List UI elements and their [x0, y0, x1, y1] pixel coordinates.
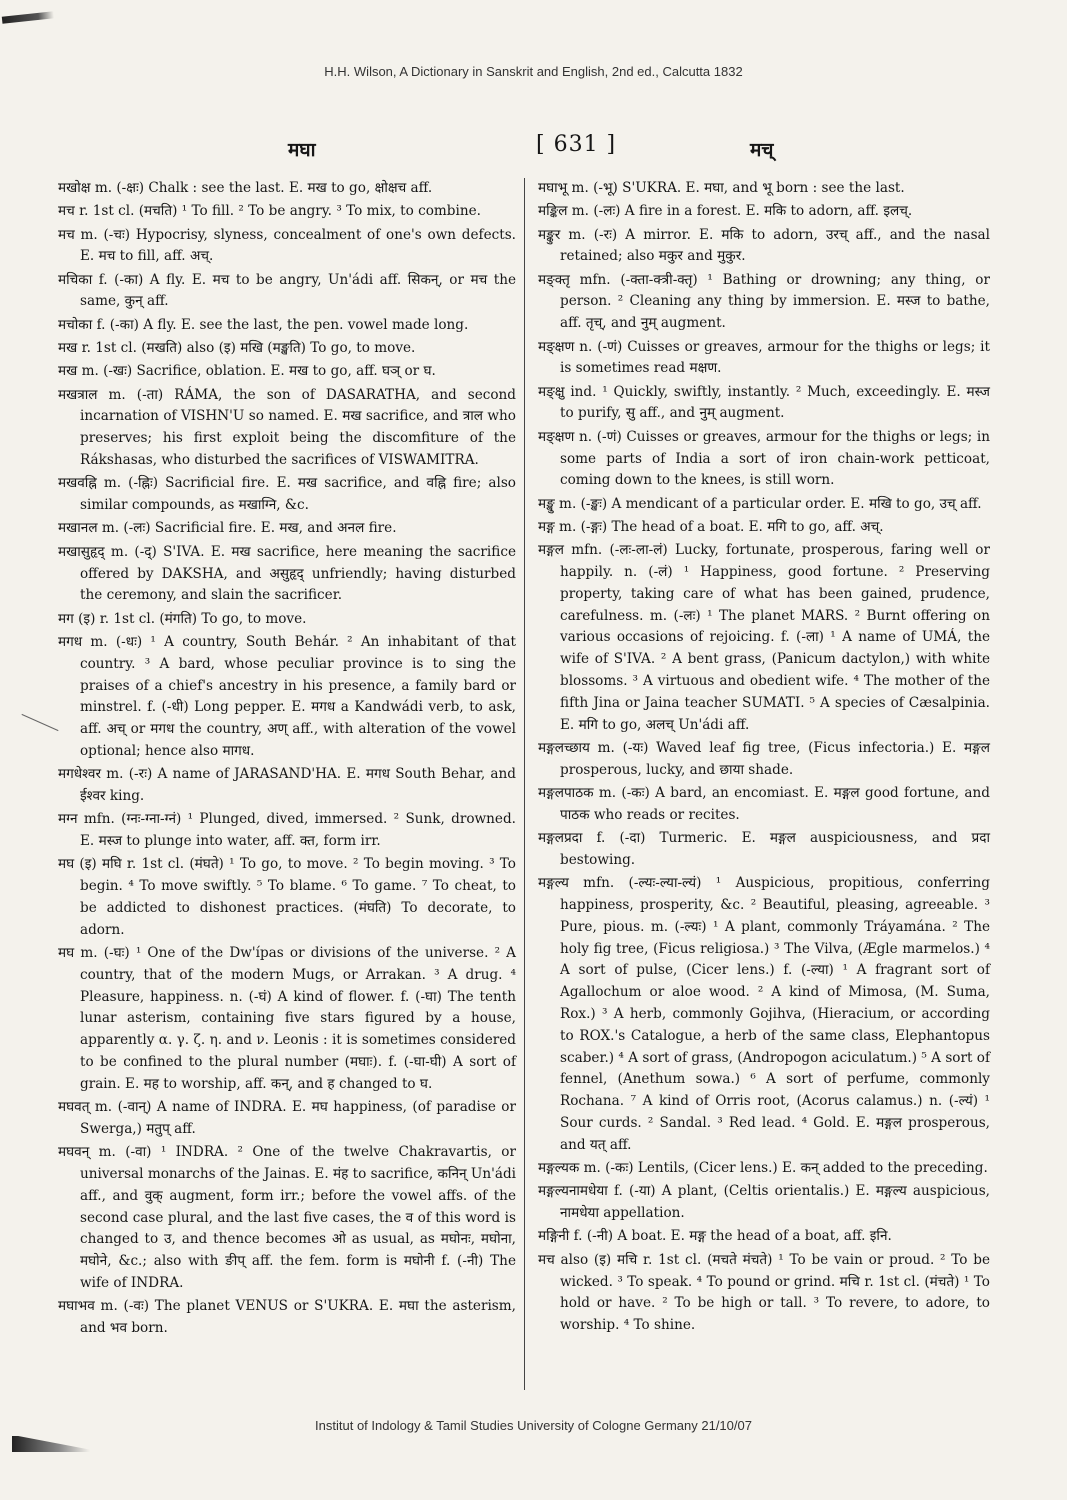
running-head — [60, 132, 1010, 162]
dictionary-entry: मङ्गलच्छाय m. (-यः) Waved leaf fig tree, (Ficus infectoria.) E. मङ्गल prosperous, lucky, and छाया shade. — [538, 739, 990, 778]
dictionary-entry: मङ्गल mfn. (-लः-ला-लं) Lucky, fortunate, prosperous, faring well or happily. n. (-लं) ¹ Happiness, good fortune. ² Preserving property, taking care of what has been gained, prudence, carefulness. m. (-लः) ¹ The planet MARS. ² Burnt offering on various occasions of rejoicing. f. (-ला) ¹ A name of UMÁ, the wife of S'IVA. ² A bent grass, (Panicum dactylon,) with white blossoms. ³ A virtuous and obedient wife. ⁴ The mother of the fifth Jina or Jaina teacher SUMATI. ⁵ A species of Cæsalpinia. E. मगि to go, अलच् Un'ádi aff. — [538, 542, 990, 733]
right-column — [538, 178, 990, 1338]
dictionary-entry: मच also (इ) मचि r. 1st cl. (मचते मंचते) ¹ To be vain or proud. ² To be wicked. ³ To speak. ⁴ To pound or grind. मचि r. 1st cl. (मंचते) ¹ To hold or have. ² To be high or tall. ³ To revere, to adore, to worship. ⁴ To shine. — [538, 1251, 990, 1334]
dictionary-entry: मख r. 1st cl. (मखति) also (इ) मखि (मङ्खति) To go, to move. — [58, 340, 416, 357]
dictionary-entry: मघ (इ) मघि r. 1st cl. (मंघते) ¹ To go, to move. ² To begin moving. ³ To begin. ⁴ To move swiftly. ⁵ To blame. ⁶ To game. ⁷ To cheat, to be addicted to dishonest practices. (मंघति) To decorate, to adorn. — [58, 856, 516, 938]
source-header: H.H. Wilson, A Dictionary in Sanskrit and English, 2nd ed., Calcutta 1832 — [324, 64, 743, 79]
column-divider — [524, 178, 525, 1390]
dictionary-entry: मघाभव m. (-वः) The planet VENUS or S'UKRA. E. मघा the asterism, and भव born. — [58, 1298, 516, 1337]
running-head-right-word: मच् — [750, 139, 774, 161]
dictionary-entry: मखवह्नि m. (-ह्निः) Sacrificial fire. E. मख sacrifice, and वह्नि fire; also similar compounds, as मखाग्नि, &c. — [58, 475, 516, 514]
scan-artifact-bottom — [12, 1436, 90, 1452]
dictionary-entry: मग (इ) r. 1st cl. (मंगति) To go, to move. — [58, 610, 307, 627]
dictionary-entry: मङ्ग m. (-ङ्गः) The head of a boat. E. मगि to go, aff. अच्. — [538, 518, 884, 535]
dictionary-entry: मङ्गलप्रदा f. (-दा) Turmeric. E. मङ्गल auspiciousness, and प्रदा bestowing. — [538, 830, 990, 868]
dictionary-entry: मखानल m. (-लः) Sacrificial fire. E. मख, and अनल fire. — [58, 520, 397, 537]
running-head-left-word: मघा — [288, 139, 316, 161]
page-number: [ 631 ] — [536, 132, 617, 157]
dictionary-entry: मख m. (-खः) Sacrifice, oblation. E. मख to go, aff. घञ् or घ. — [58, 363, 436, 380]
dictionary-entry: मङ्गलपाठक m. (-कः) A bard, an encomiast. E. मङ्गल good fortune, and पाठक who reads or recites. — [538, 785, 990, 823]
dictionary-entry: मङ्क्षु ind. ¹ Quickly, swiftly, instantly. ² Much, exceedingly. E. मस्ज to purify, सु aff., and नुम् augment. — [538, 383, 990, 422]
dictionary-entry: मखोक्ष m. (-क्षः) Chalk : see the last. E. मख to go, क्षोक्षच aff. — [58, 180, 433, 196]
dictionary-entry: मखत्राल m. (-ता) RÁMA, the son of DASARATHA, and second incarnation of VISHN'U so named. E. मख sacrifice, and त्राल who preserves; his first exploit being the discomfiture of the Rákshasas, who disturbed the sacrifices of VISWAMITRA. — [58, 386, 516, 469]
dictionary-entry: मघवन् m. (-वा) ¹ INDRA. ² One of the twelve Chakravartis, or universal monarchs of the Jainas. E. मंह to sacrifice, कनिन् Un'ádi aff., and वुक् augment, form irr.; before the vowel affs. of the second case plural, and the last five cases, the व of this word is changed to उ, and thence becomes ओ as usual, as मघोनः, मघोना, मघोने, &c.; also with ङीप् aff. the fem. form is मघोनी f. (-नी) The wife of INDRA. — [58, 1144, 517, 1292]
dictionary-entry: मङ्गल्य mfn. (-ल्यः-ल्या-ल्यं) ¹ Auspicious, propitious, conferring happiness, prosperity, &c. ² Beautiful, pleasing, agreeable. ³ Pure, pious. m. (-ल्यः) ¹ A plant, commonly Tráyamána. ² The holy fig tree, (Ficus religiosa.) ³ The Vilva, (Ægle marmelos.) ⁴ A sort of pulse, (Cicer lens.) f. (-ल्या) ¹ A fragrant sort of Agallochum or aloe wood. ² A kind of Mimosa, (M. Suma, Rox.) ³ A herb, commonly Gojihva, (Hieracium, or according to ROX.'s Catalogue, a herb of the same class, Elephantopus scaber.) ⁴ A sort of grass, (Andropogon aciculatum.) ⁵ A sort of fennel, (Anethum sowa.) ⁶ A sort of perfume, commonly Rochana. ⁷ A kind of Orris root, (Acorus calamus.) n. (-ल्यं) ¹ Sour curds. ² Sandal. ³ Red lead. ⁴ Gold. E. मङ्गल prosperous, and यत् aff. — [538, 875, 990, 1153]
dictionary-entry: मघवत् m. (-वान्) A name of INDRA. E. मघ happiness, (of paradise or Swerga,) मतुप् aff. — [58, 1099, 516, 1137]
left-column — [58, 178, 516, 1341]
dictionary-entry: मङ्कुर m. (-रः) A mirror. E. मकि to adorn, उरच् aff., and the nasal retained; also मकुर and मुकुर. — [538, 226, 990, 265]
dictionary-entry: मङ्गल्यनामधेया f. (-या) A plant, (Celtis orientalis.) E. मङ्गल्य auspicious, नामधेया appellation. — [538, 1183, 990, 1222]
dictionary-entry: मच m. (-चः) Hypocrisy, slyness, concealment of one's own defects. E. मच to fill, aff. अच्. — [58, 226, 516, 265]
scan-artifact-top — [2, 11, 54, 23]
dictionary-entry: मङ्क्षण n. (-णं) Cuisses or greaves, armour for the thighs or legs; in some parts of India a sort of iron chain-work petticoat, coming down to the knees, is still worn. — [538, 428, 990, 489]
dictionary-entry: मगध m. (-धः) ¹ A country, South Behár. ² An inhabitant of that country. ³ A bard, whose peculiar province is to sing the praises of a chief's ancestry in his presence, a family bard or minstrel. f. (-धी) Long pepper. E. मगध a Kandwádi verb, to ask, aff. अच् or मगध the country, अण् aff., with alteration of the vowel optional; hence also मागध. — [58, 633, 516, 759]
dictionary-entry: मङ्किल m. (-लः) A fire in a forest. E. मकि to adorn, aff. इलच्. — [538, 203, 913, 220]
dictionary-entry: मगधेश्वर m. (-रः) A name of JARASAND'HA. E. मगध South Behar, and ईश्वर king. — [58, 766, 516, 805]
dictionary-entry: मङ्गिनी f. (-नी) A boat. E. मङ्ग the head of a boat, aff. इनि. — [538, 1228, 892, 1245]
dictionary-entry: मङ्खु m. (-ङ्खः) A mendicant of a particular order. E. मखि to go, उच् aff. — [538, 495, 982, 512]
source-footer: Institut of Indology & Tamil Studies University of Cologne Germany 21/10/07 — [315, 1418, 752, 1433]
dictionary-entry: मचोका f. (-का) A fly. E. see the last, the pen. vowel made long. — [58, 316, 469, 333]
dictionary-entry: मङ्क्षण n. (-णं) Cuisses or greaves, armour for the thighs or legs; it is sometimes read मक्षण. — [538, 338, 990, 377]
dictionary-entry: मग्न mfn. (ग्नः-ग्ना-ग्नं) ¹ Plunged, dived, immersed. ² Sunk, drowned. E. मस्ज to plunge into water, aff. क्त, form irr. — [58, 811, 516, 850]
dictionary-entry: मङ्गल्यक m. (-कः) Lentils, (Cicer lens.) E. कन् added to the preceding. — [538, 1160, 988, 1177]
dictionary-entry: मघ m. (-घः) ¹ One of the Dw'ípas or divisions of the universe. ² A country, that of the modern Mugs, or Arrakan. ³ A drug. ⁴ Pleasure, happiness. n. (-घं) A kind of flower. f. (-घा) The tenth lunar asterism, containing five stars figured by a house, apparently α. γ. ζ. η. and ν. Leonis : it is sometimes considered to be confined to the plural number (मघाः). f. (-घा-घी) A sort of grain. E. मह to worship, aff. कन्, and ह changed to घ. — [58, 945, 516, 1092]
dictionary-entry: मचिका f. (-का) A fly. E. मच to be angry, Un'ádi aff. सिकन्, or मच the same, कुन् aff. — [58, 271, 516, 310]
dictionary-entry: मघाभू m. (-भू) S'UKRA. E. मघा, and भू born : see the last. — [538, 180, 905, 196]
scan-artifact-line — [22, 714, 59, 731]
dictionary-entry: मखासुहृद् m. (-द्) S'IVA. E. मख sacrifice, here meaning the sacrifice offered by DAKSHA, and असुहृद् unfriendly; having disturbed the ceremony, and slain the sacrificer. — [58, 543, 516, 604]
dictionary-entry: मङ्क्तृ mfn. (-क्ता-क्त्री-क्तृ) ¹ Bathing or drowning; any thing, or person. ² Cleaning any thing by immersion. E. मस्ज to bathe, aff. तृच्, and नुम् augment. — [538, 271, 990, 332]
dictionary-entry: मच r. 1st cl. (मचति) ¹ To fill. ² To be angry. ³ To mix, to combine. — [58, 203, 481, 220]
